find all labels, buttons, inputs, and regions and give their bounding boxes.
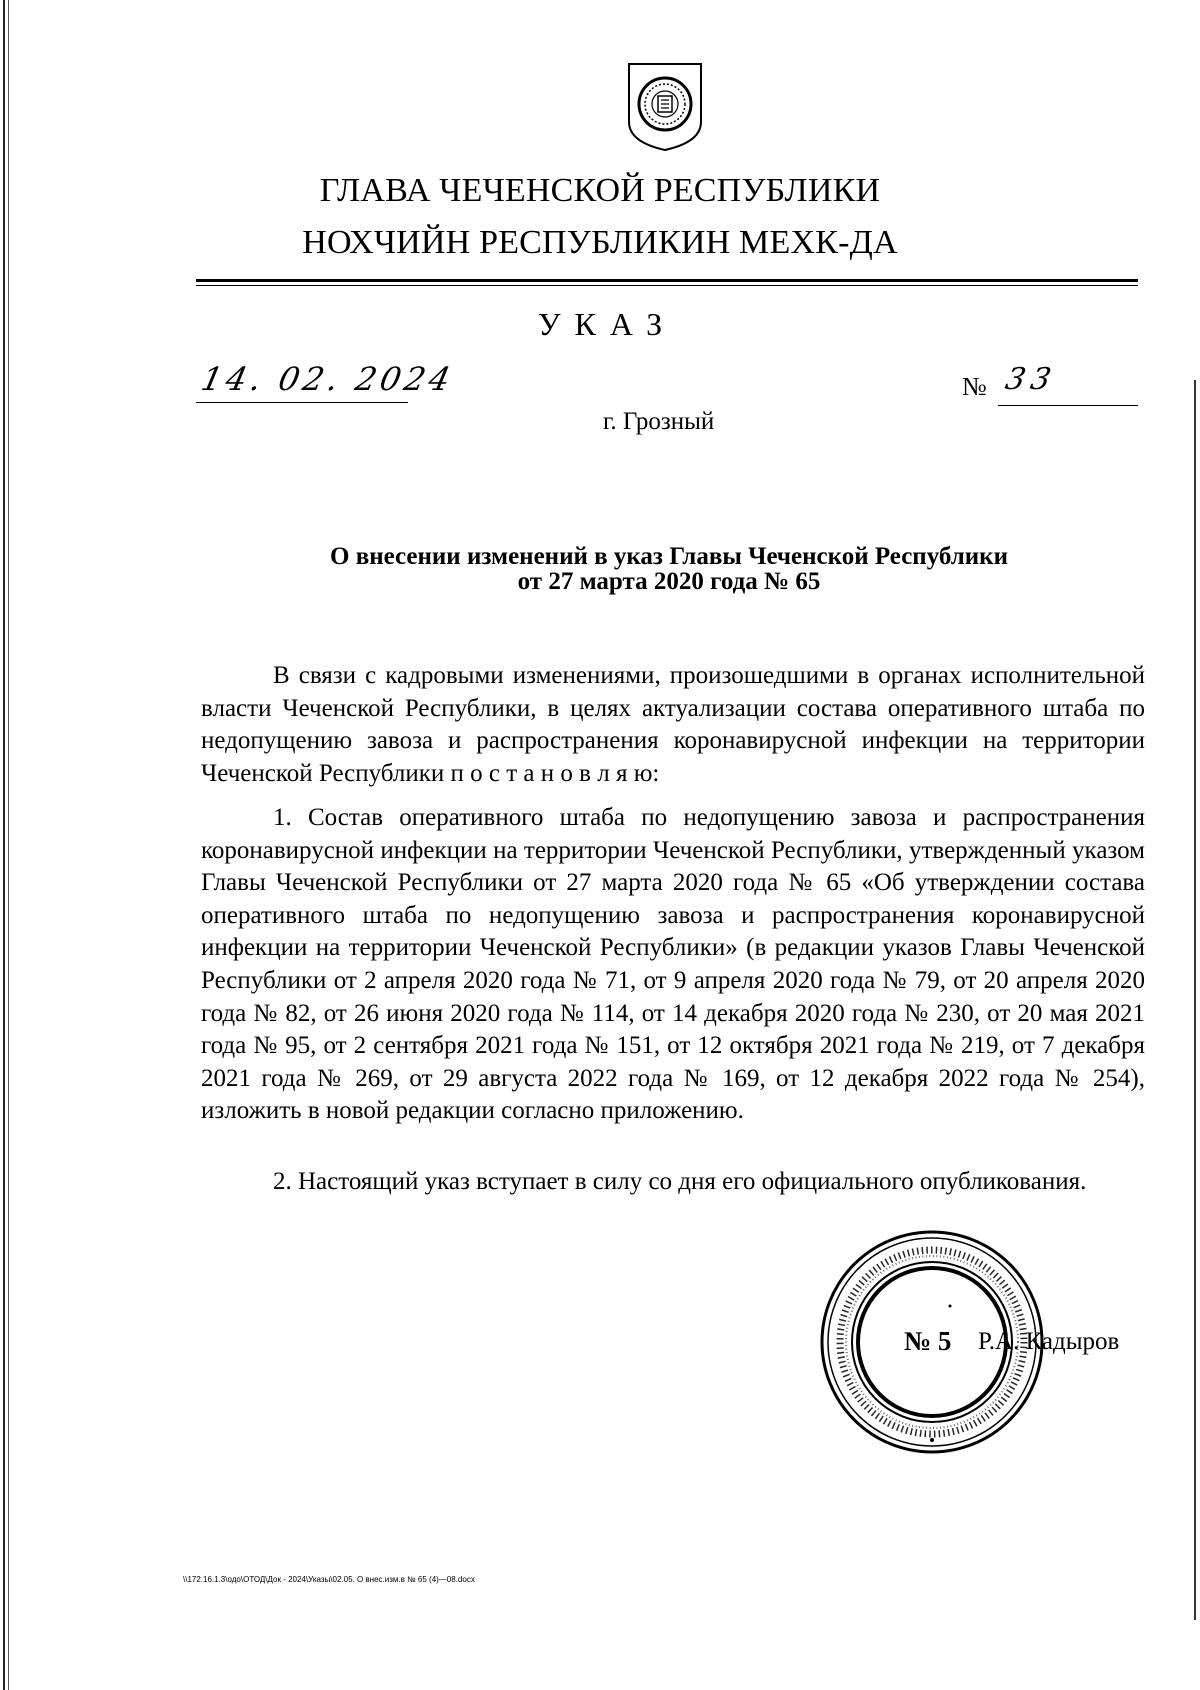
- doc-type-heading: УКАЗ: [537, 306, 677, 342]
- paragraph-item-2: 2. Настоящий указ вступает в силу со дня его официального опубликования.: [273, 1168, 1087, 1195]
- title-line-2: от 27 марта 2020 года № 65: [517, 568, 821, 595]
- title-line-1: О внесении изменений в указ Главы Чеченской Республики: [330, 543, 1008, 570]
- scan-edge-right: [1194, 380, 1196, 1620]
- coat-of-arms-emblem-icon: [625, 60, 705, 152]
- stamp-number: № 5: [904, 1326, 952, 1356]
- paragraph-item-1: 1. Состав оперативного штаба по недопущению завоза и распространения коронавирусной инфекции на территории Чеченской Республики, утвержденный указом Главы Чеченской Республики от 27 марта 2020 года № 65 «Об утверждении состава оперативного штаба по недопущению завоза и распространения коронавирусной инфекции на территории Чеченской Республики» (в редакции указов Главы Чеченской Республики от 2 апреля 2020 года № 71, от 9 апреля 2020 года № 79, от 20 апреля 2020 года № 82, от 26 июня 2020 года № 114, от 14 декабря 2020 года № 230, от 20 мая 2021 года № 95, от 2 сентября 2021 года № 151, от 12 октября 2021 года № 219, от 7 декабря 2021 года № 269, от 29 августа 2022 года № 169, от 12 декабря 2022 года № 254), изложить в новой редакции согласно приложению.: [201, 804, 1145, 1125]
- header-line-2: НОХЧИЙН РЕСПУБЛИКИН МЕХК-ДА: [302, 224, 898, 261]
- document-title: [200, 544, 1138, 594]
- number-label: №: [962, 372, 987, 401]
- number-underline: [998, 405, 1138, 406]
- paragraph-preamble: В связи с кадровыми изменениями, произошедшими в органах исполнительной власти Чеченской Республики, в целях актуализации состава оперативного штаба по недопущению завоза и распространения коронавирусной инфекции на территории Чеченской Республики п о с т а н о в л я ю:: [201, 662, 1145, 787]
- footer-file-path: \\172.16.1.3\одо\ОТОД\Док - 2024\Указы\02.05. О внес.изм.в № 65 (4)—08.docx: [183, 1575, 475, 1584]
- header-rule-thick: [196, 279, 1138, 282]
- city-line: г. Грозный: [603, 408, 715, 435]
- date-underline: [196, 402, 408, 403]
- handwritten-date: 14. 02. 2024: [197, 360, 458, 398]
- header-rule-thin: [196, 285, 1138, 286]
- handwritten-number: 33: [1002, 362, 1060, 397]
- header-line-1: ГЛАВА ЧЕЧЕНСКОЙ РЕСПУБЛИКИ: [319, 172, 881, 209]
- signer-name: Р.А. Кадыров: [978, 1328, 1120, 1355]
